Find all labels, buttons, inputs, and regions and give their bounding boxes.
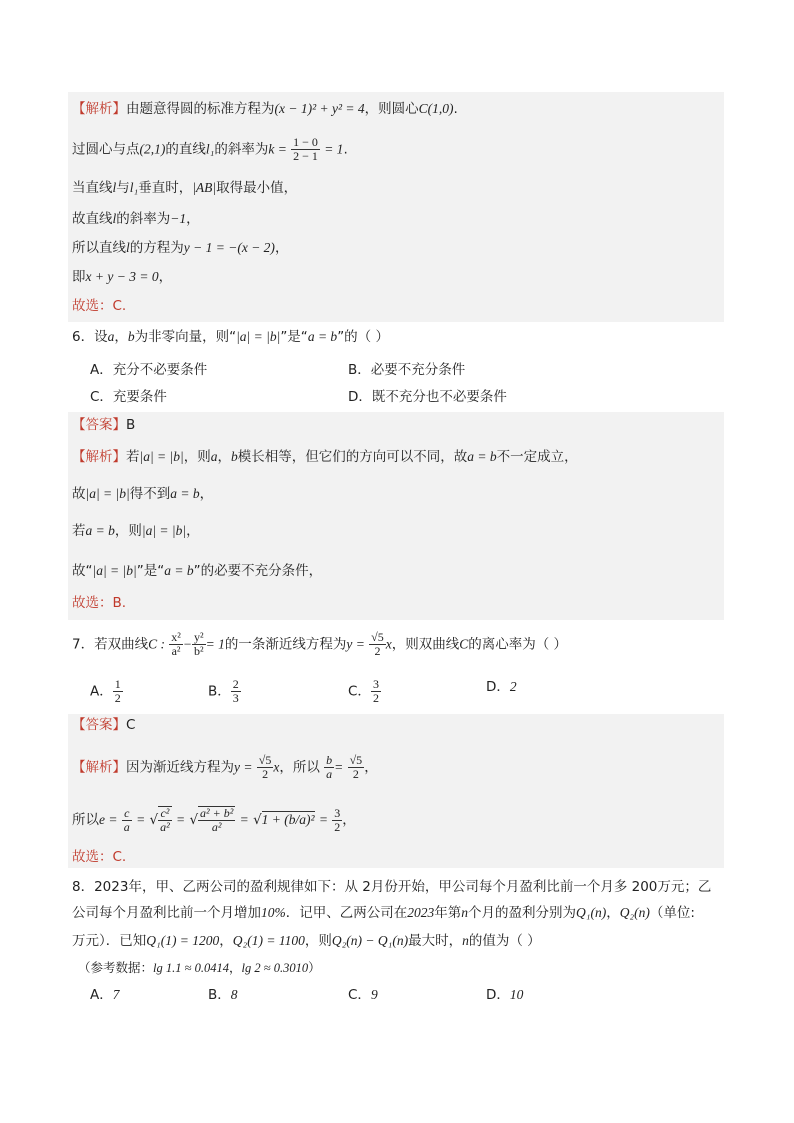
- slope-fraction: $\frac{1 - 0}{2 - 1}$: [293, 135, 318, 163]
- q6-sol-line-2: 故|a| = |b|得不到a = b，: [72, 486, 214, 502]
- q8-option-c: C．9: [348, 987, 378, 1003]
- sol5-choice: 故选：C.: [72, 298, 127, 314]
- q6-answer: 【答案】B: [72, 417, 136, 433]
- q8-stem-line-3: 万元）．已知Q₁(1) = 1200，Q₂(1) = 1100，则Q₂(n) − Q₁(n)最大时，n的值为（ ）: [72, 933, 541, 949]
- q6-sol-line-4: 故“|a| = |b|”是“a = b”的必要不充分条件，: [72, 563, 323, 579]
- q6-sol-line-3: 若a = b，则|a| = |b|，: [72, 523, 200, 539]
- sqrt-icon: √: [189, 812, 199, 828]
- sqrt-icon: √: [253, 812, 262, 828]
- q8-stem-line-2: 公司每个月盈利比前一个月增加10%．记甲、乙两公司在2023年第n个月的盈利分别为Q₁(n)，Q₂(n)（单位:: [72, 905, 695, 921]
- analysis-tag: 【解析】: [72, 101, 126, 117]
- answer-7-box: [68, 714, 724, 868]
- q7-option-b: B． $\frac{2}{3}$: [208, 677, 239, 705]
- q7-option-a: A． $\frac{1}{2}$: [90, 677, 121, 705]
- q6-choice: 故选：B.: [72, 595, 127, 611]
- q8-option-b: B．8: [208, 987, 238, 1003]
- q6-stem: 6．设a，b为非零向量，则“|a| = |b|”是“a = b”的（ ）: [72, 329, 389, 345]
- answer-6-box: [68, 412, 724, 620]
- q7-sol-line-2: 所以e = $\frac{c}{a}$ = √ $\frac{\text{c²}}{\text{a²}}$ = √ $\frac{\text{a² + b²}}{\text{a²}}$ = √1 + (b/a)² = $\frac{3}{2}$ ，: [72, 805, 356, 834]
- q6-option-b: B．必要不充分条件: [348, 362, 466, 378]
- q8-option-a: A．7: [90, 987, 120, 1003]
- sol5-line-5: 所以直线l的方程为y − 1 = −(x − 2)，: [72, 240, 289, 256]
- q7-stem: 7．若双曲线C : $\frac{\text{x²}}{\text{a²}}$ − $\frac{\text{y²}}{\text{b²}}$ = 1的一条渐近线方程为y = $\frac{√5}{2}$ x，则双曲线C的离心率为（ ）: [72, 630, 568, 658]
- q7-option-c: C． $\frac{3}{2}$: [348, 677, 379, 705]
- q8-option-d: D．10: [486, 987, 524, 1003]
- q8-reference-data: （参考数据：lg 1.1 ≈ 0.0414，lg 2 ≈ 0.3010）: [78, 960, 321, 975]
- solution-5-box: [68, 92, 724, 322]
- sqrt-icon: √: [149, 812, 159, 828]
- q6-option-d: D．既不充分也不必要条件: [348, 389, 507, 405]
- q7-choice: 故选：C.: [72, 849, 127, 865]
- sol5-line-3: 当直线l与l₁垂直时，|AB|取得最小值，: [72, 180, 298, 196]
- sol5-line-1: 【解析】由题意得圆的标准方程为(x − 1)² + y² = 4，则圆心C(1,0).: [72, 101, 458, 117]
- sol5-line-4: 故直线l的斜率为−1，: [72, 211, 200, 227]
- q8-stem-line-1: 8．2023年，甲、乙两公司的盈利规律如下：从 2月份开始，甲公司每个月盈利比前一个月多 200万元；乙: [72, 879, 712, 895]
- q7-sol-line-1: 【解析】因为渐近线方程为y = $\frac{√5}{2}$ x，所以 $\frac{b}{a}$ = $\frac{√5}{2}$ ，: [72, 753, 378, 781]
- q7-option-d: D．2: [486, 679, 517, 695]
- q7-answer: 【答案】C: [72, 717, 136, 733]
- q6-sol-line-1: 【解析】若|a| = |b|，则a，b模长相等，但它们的方向可以不同，故a = b不一定成立，: [72, 449, 578, 465]
- q6-option-a: A．充分不必要条件: [90, 362, 208, 378]
- sol5-line-6: 即x + y − 3 = 0，: [72, 269, 173, 285]
- sol5-line-2: 过圆心与点(2,1)的直线l₁的斜率为k = $\frac{1 - 0}{2 - 1}$ = 1.: [72, 135, 348, 163]
- q6-option-c: C．充要条件: [90, 389, 167, 405]
